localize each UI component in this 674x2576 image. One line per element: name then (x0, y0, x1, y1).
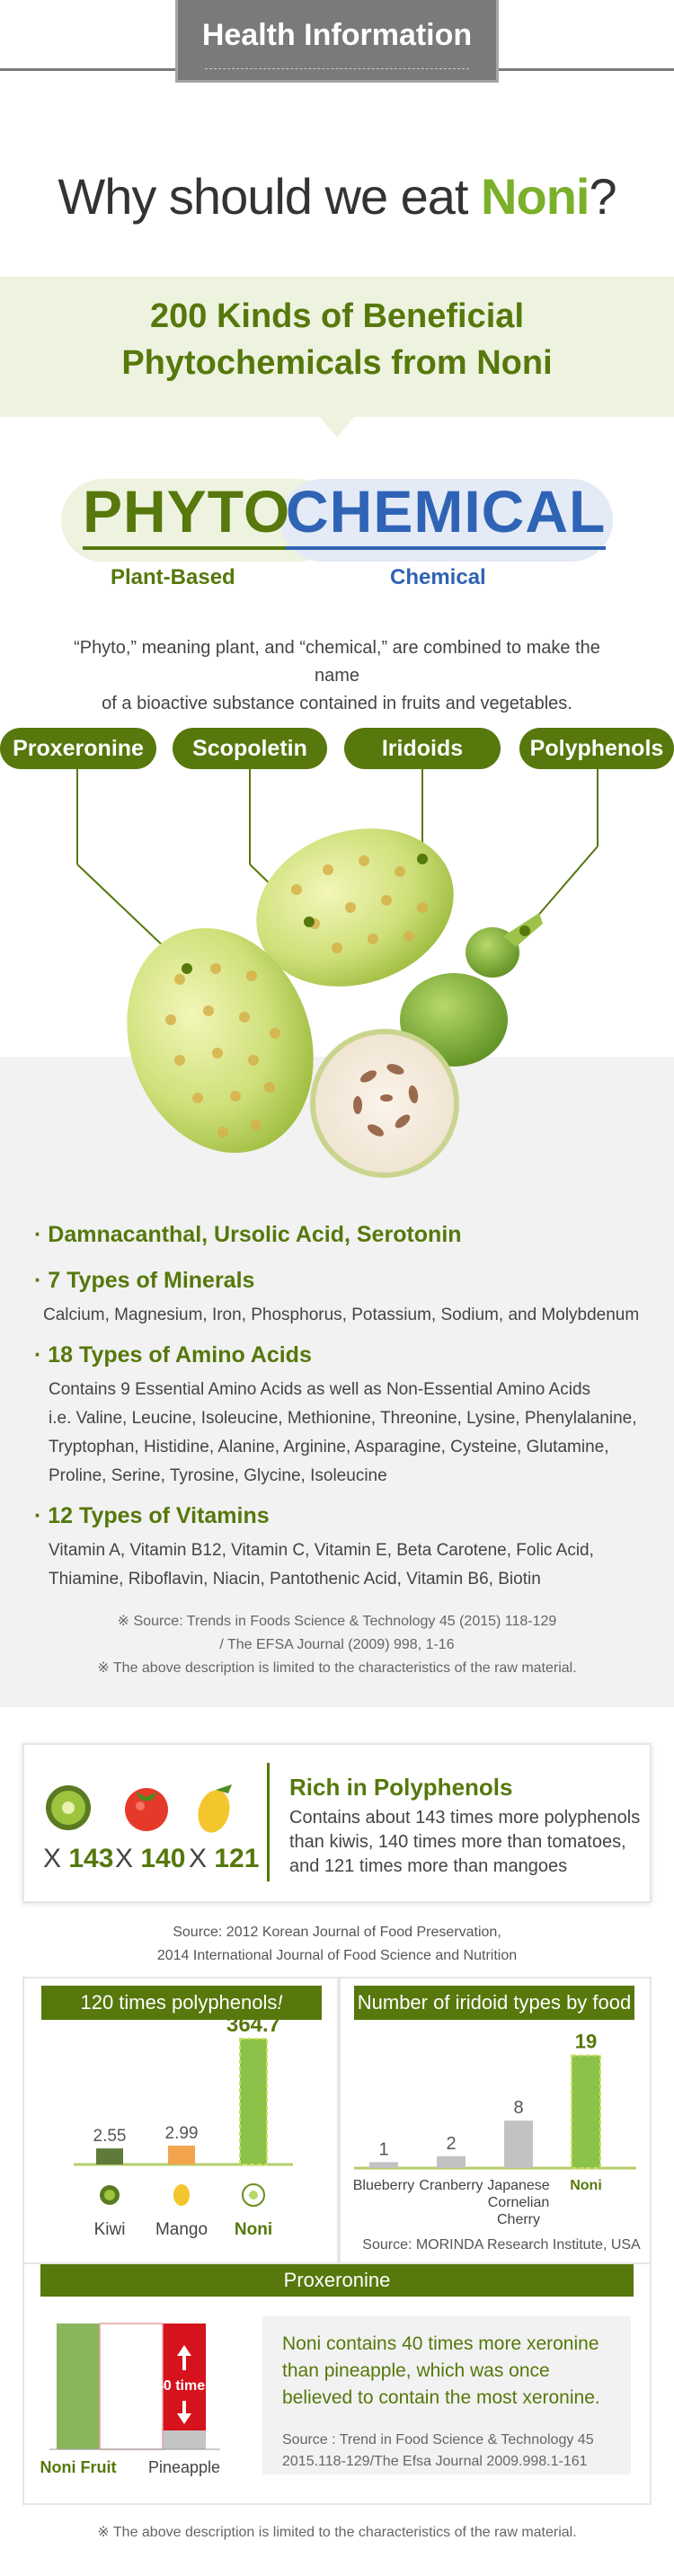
noni-fruit-illustration (0, 764, 674, 1195)
source-line2: / The EFSA Journal (2009) 998, 1-16 (219, 1637, 455, 1652)
header-tab-label: Health Information (201, 18, 473, 52)
nutrient-line: Contains 9 Essential Amino Acids as well as Non-Essential Amino Acids (49, 1380, 591, 1399)
connector-dot (417, 854, 428, 864)
category-label: Cranberry (419, 2178, 483, 2193)
nutrient-body (34, 1536, 654, 1594)
category-label: Noni Fruit (40, 2458, 117, 2476)
multiplier-prefix: X (189, 1844, 215, 1873)
mango-icon (193, 1784, 234, 1837)
source-line2: 2014 International Journal of Food Science and Nutrition (156, 1948, 518, 1963)
tomato-multiplier (115, 1844, 185, 1874)
nutrient-line: Tryptophan, Histidine, Alanine, Arginine, Asparagine, Cysteine, Glutamine, (49, 1438, 609, 1456)
nutrient-line: Vitamin A, Vitamin B12, Vitamin C, Vitamin E, Beta Carotene, Folic Acid, (49, 1541, 594, 1560)
bar-2 (504, 2120, 533, 2168)
iridoid-source: Source: MORINDA Research Institute, USA (362, 2237, 641, 2253)
category-label: Noni (570, 2178, 602, 2193)
fruit-icons (43, 1781, 259, 1835)
multiplier-prefix: X (115, 1844, 141, 1873)
source-line1: Source: 2012 Korean Journal of Food Preservation, (173, 1925, 501, 1940)
kiwi-icon (46, 1785, 91, 1830)
headline-suffix: ? (589, 168, 616, 225)
proxeronine-source (282, 2430, 624, 2473)
multiplier-value: 143 (68, 1844, 114, 1873)
category-label: Pineapple (147, 2458, 221, 2476)
nutrient-line: Calcium, Magnesium, Iron, Phosphorus, Potassium, Sodium, and Molybdenum (43, 1306, 640, 1324)
nutrient-line: Proline, Serine, Tyrosine, Glycine, Isoleucine (49, 1466, 387, 1485)
data-label: 8 (513, 2098, 524, 2119)
category-label: Blueberry (352, 2178, 415, 2193)
nutrient-heading: · Damnacanthal, Ursolic Acid, Serotonin (34, 1222, 462, 1247)
mango-multiplier (189, 1844, 259, 1874)
multiplier-value: 140 (140, 1844, 186, 1873)
category-label: Noni (234, 2220, 273, 2239)
bar-mango (168, 2146, 195, 2164)
comparison-guide (100, 2324, 163, 2449)
nutrient-body (34, 1301, 654, 1330)
proxeronine-text: Noni contains 40 times more xeronine than pineapple, which was once believed to contain the most xeronine. (282, 2333, 600, 2408)
polyphenols-bar-chart (41, 2013, 322, 2260)
polyphenols-chart-title-suffix: ! (277, 1991, 283, 2014)
tag-polyphenols: Polyphenols (519, 728, 674, 769)
nutrient-body (34, 1376, 654, 1491)
difference-label: 40 times (155, 2378, 214, 2394)
tag-iridoids: Iridoids (344, 728, 501, 769)
tag-proxeronine: Proxeronine (0, 728, 156, 769)
polyphenols-title: Rich in Polyphenols (289, 1774, 513, 1801)
footer-note: ※ The above description is limited to the characteristics of the raw material. (97, 2525, 577, 2540)
nutrient-source (0, 1610, 674, 1657)
bar-0 (369, 2162, 398, 2168)
category-label: Cornelian (487, 2195, 550, 2210)
headline (0, 167, 674, 226)
kiwi-multiplier (43, 1844, 113, 1874)
kiwi-icon-inner (104, 2190, 115, 2200)
bar-pineapple (163, 2430, 206, 2449)
iridoid-chart-title: Number of iridoid types by food (354, 1986, 634, 2020)
header-tab (175, 0, 499, 83)
category-label: Cherry (496, 2212, 541, 2227)
category-label: Mango (155, 2220, 208, 2239)
chemical-word: CHEMICAL (286, 476, 606, 550)
connector-dot (182, 963, 192, 974)
nutrient-heading: · 18 Types of Amino Acids (34, 1342, 312, 1368)
description-line1: “Phyto,” meaning plant, and “chemical,” are combined to make the name (74, 638, 600, 686)
category-label: Kiwi (93, 2220, 126, 2239)
nutrient-line: i.e. Valine, Leucine, Isoleucine, Methionine, Threonine, Lysine, Phenylalanine, (49, 1409, 637, 1428)
proxeronine-title: Proxeronine (40, 2264, 634, 2297)
bar-3 (572, 2056, 600, 2168)
connector-dot (519, 925, 530, 936)
category-label: Japanese (487, 2178, 550, 2193)
source-line1: ※ Source: Trends in Foods Science & Technology 45 (2015) 118-129 (117, 1614, 557, 1629)
headline-prefix: Why should we eat (58, 168, 482, 225)
data-label: 2.55 (93, 2127, 127, 2147)
bar-kiwi (96, 2148, 123, 2164)
multiplier-value: 121 (214, 1844, 260, 1873)
nutrient-list (34, 1222, 654, 1607)
polyphenols-text: Contains about 143 times more polyphenols than kiwis, 140 times more than tomatoes, and 121 times more than mangoes (289, 1808, 641, 1876)
band-pointer (319, 416, 355, 438)
data-label: 2 (446, 2133, 457, 2154)
source-line1: Source : Trend in Food Science & Technology 45 (282, 2432, 594, 2448)
bar-noni (240, 2039, 267, 2164)
source-line2: 2015.118-129/The Efsa Journal 2009.998.1-161 (282, 2454, 588, 2469)
description-line2: of a bioactive substance contained in fruits and vegetables. (102, 694, 572, 713)
raw-material-note: ※ The above description is limited to the characteristics of the raw material. (97, 1660, 577, 1676)
iridoid-bar-chart (350, 2026, 643, 2237)
bar-noni-fruit (57, 2324, 100, 2449)
plant-based-label: Plant-Based (111, 565, 235, 589)
multiplier-prefix: X (43, 1844, 69, 1873)
noni-icon-inner (249, 2191, 258, 2200)
polyphenols-source (0, 1921, 674, 1968)
nutrient-line: Thiamine, Riboflavin, Niacin, Pantothenic Acid, Vitamin B6, Biotin (49, 1570, 541, 1589)
nutrient-heading: · 12 Types of Vitamins (34, 1503, 270, 1528)
data-label: 2.99 (164, 2124, 199, 2144)
nutrient-heading: · 7 Types of Minerals (34, 1268, 255, 1293)
connector-dot (304, 916, 315, 927)
polyphenols-divider (267, 1763, 270, 1881)
tomato-icon (125, 1788, 168, 1831)
data-label: 364.7 (226, 2013, 281, 2037)
band-title (0, 293, 674, 386)
bar-1 (437, 2156, 466, 2168)
header-tab-dash (205, 68, 469, 69)
polyphenols-chart-title-text: 120 times polyphenols (80, 1991, 278, 2014)
mango-icon (173, 2184, 190, 2206)
data-label: 1 (378, 2139, 389, 2160)
data-label: 19 (574, 2030, 598, 2053)
band-title-line2: Phytochemicals from Noni (121, 344, 553, 382)
phytochemical-description (54, 634, 620, 718)
noni-cross-section (313, 1031, 457, 1175)
headline-highlight: Noni (481, 168, 590, 225)
phyto-word: PHYTO (83, 476, 290, 550)
chemical-label: Chemical (390, 565, 486, 589)
proxeronine-bar-chart (40, 2316, 247, 2487)
tag-scopoletin: Scopoletin (173, 728, 327, 769)
band-title-line1: 200 Kinds of Beneficial (149, 297, 524, 335)
